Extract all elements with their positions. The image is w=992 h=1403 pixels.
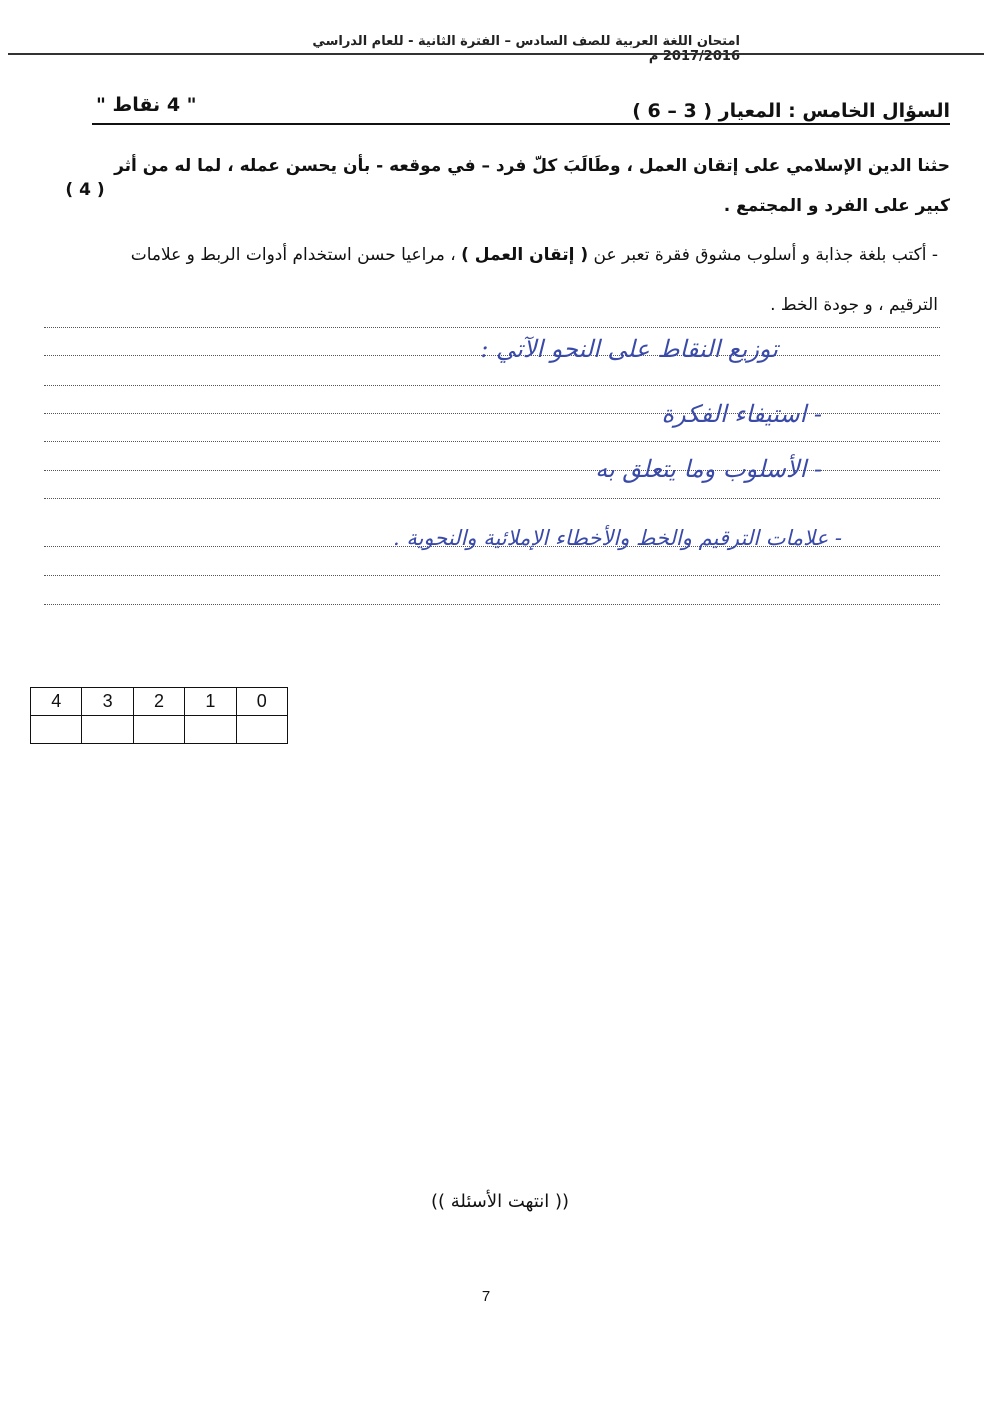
end-of-questions: (( انتهت الأسئلة )) — [430, 1191, 570, 1212]
score-value-cell[interactable] — [133, 716, 184, 744]
task-text-before: - أكتب بلغة جذابة و أسلوب مشوق فقرة تعبر عن — [593, 245, 938, 265]
question-points: " 4 نقاط " — [96, 94, 197, 116]
handwritten-line-1: توزيع النقاط على النحو الآتي : — [480, 335, 778, 363]
answer-line[interactable] — [44, 498, 940, 499]
task-text-after: ، مراعيا حسن استخدام أدوات الربط و علامات الترقيم ، و جودة الخط . — [130, 245, 938, 315]
score-value-cell[interactable] — [236, 716, 287, 744]
score-header-cell: 2 — [133, 688, 184, 716]
task-topic: ( إتقان العمل ) — [461, 245, 589, 265]
score-value-row — [31, 716, 288, 744]
page-number: 7 — [481, 1288, 491, 1305]
handwritten-line-2: - استيفاء الفكرة — [661, 400, 822, 428]
score-table — [30, 687, 288, 744]
answer-line[interactable] — [44, 575, 940, 576]
answer-line[interactable] — [44, 441, 940, 442]
answer-line[interactable] — [44, 327, 940, 328]
question-prompt: حثنا الدين الإسلامي على إتقان العمل ، وطَالَبَ كلّ فرد – في موقعه - بأن يحسن عمله ، لما له من أثر كبير على الفرد و المجتمع . — [114, 156, 950, 216]
score-value-cell[interactable] — [31, 716, 82, 744]
exam-header-title: امتحان اللغة العربية للصف السادس – الفترة الثانية - للعام الدراسي 2017/2016 م — [312, 34, 740, 64]
score-header-cell: 0 — [236, 688, 287, 716]
score-value-cell[interactable] — [82, 716, 133, 744]
question-underline — [92, 123, 950, 125]
score-header-cell: 1 — [185, 688, 236, 716]
prompt-score: ( 4 ) — [65, 180, 105, 200]
task-instruction — [100, 230, 938, 330]
handwritten-line-3: - الأسلوب وما يتعلق به — [595, 455, 822, 483]
score-value-cell[interactable] — [185, 716, 236, 744]
answer-line[interactable] — [44, 385, 940, 386]
header-divider — [8, 53, 984, 55]
answer-line[interactable] — [44, 604, 940, 605]
score-header-cell: 4 — [31, 688, 82, 716]
handwritten-line-4: - علامات الترقيم والخط والأخطاء الإملائية والنحوية . — [392, 526, 842, 550]
score-header-row — [31, 688, 288, 716]
score-header-cell: 3 — [82, 688, 133, 716]
question-title: السؤال الخامس : المعيار ( 3 – 6 ) — [632, 100, 950, 122]
